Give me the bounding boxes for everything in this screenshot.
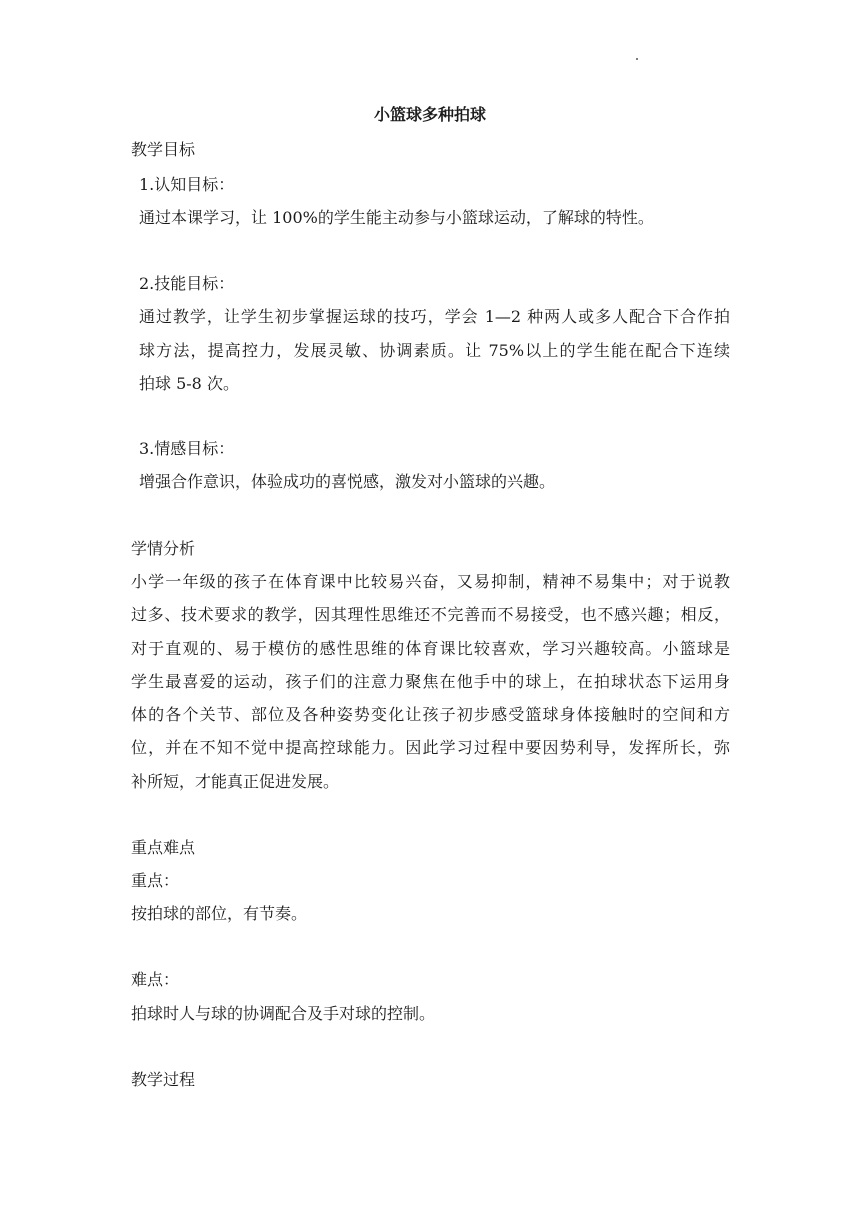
analysis-heading: 学情分析 bbox=[131, 539, 196, 558]
analysis-line: 学生最喜爱的运动，孩子们的注意力聚焦在他手中的球上，在拍球状态下运用身 bbox=[131, 672, 730, 691]
cognitive-text: 通过本课学习，让 100%的学生能主动参与小篮球运动，了解球的特性。 bbox=[139, 208, 654, 227]
analysis-line: 小学一年级的孩子在体育课中比较易兴奋，又易抑制，精神不易集中；对于说教 bbox=[131, 572, 730, 591]
analysis-line: 过多、技术要求的教学，因其理性思维还不完善而不易接受，也不感兴趣；相反， bbox=[131, 605, 730, 624]
difficulty-label: 难点： bbox=[131, 970, 180, 989]
emotion-text: 增强合作意识，体验成功的喜悦感，激发对小篮球的兴趣。 bbox=[139, 472, 556, 491]
process-heading: 教学过程 bbox=[131, 1070, 196, 1089]
key-label: 重点： bbox=[131, 871, 180, 890]
difficulty-text: 拍球时人与球的协调配合及手对球的控制。 bbox=[131, 1004, 436, 1023]
emotion-label: 3.情感目标： bbox=[139, 439, 235, 458]
cognitive-label: 1.认知目标： bbox=[139, 175, 235, 194]
analysis-line: 体的各个关节、部位及各种姿势变化让孩子初步感受篮球身体接触时的空间和方 bbox=[131, 705, 730, 724]
skill-label: 2.技能目标： bbox=[139, 274, 235, 293]
document-title: 小篮球多种拍球 bbox=[373, 105, 486, 124]
analysis-line: 补所短，才能真正促进发展。 bbox=[131, 772, 340, 791]
analysis-line: 对于直观的、易于模仿的感性思维的体育课比较喜欢，学习兴趣较高。小篮球是 bbox=[131, 639, 730, 658]
key-points-heading: 重点难点 bbox=[131, 838, 196, 857]
page-dot bbox=[636, 58, 638, 60]
objectives-heading: 教学目标 bbox=[131, 140, 196, 159]
key-text: 按拍球的部位，有节奏。 bbox=[131, 904, 308, 923]
analysis-line: 位，并在不知不觉中提高控球能力。因此学习过程中要因势利导，发挥所长，弥 bbox=[131, 738, 730, 757]
skill-line: 通过教学，让学生初步掌握运球的技巧，学会 1—2 种两人或多人配合下合作拍 bbox=[139, 307, 730, 326]
skill-line: 球方法，提高控力，发展灵敏、协调素质。让 75%以上的学生能在配合下连续 bbox=[139, 341, 730, 360]
skill-line: 拍球 5-8 次。 bbox=[139, 374, 239, 393]
